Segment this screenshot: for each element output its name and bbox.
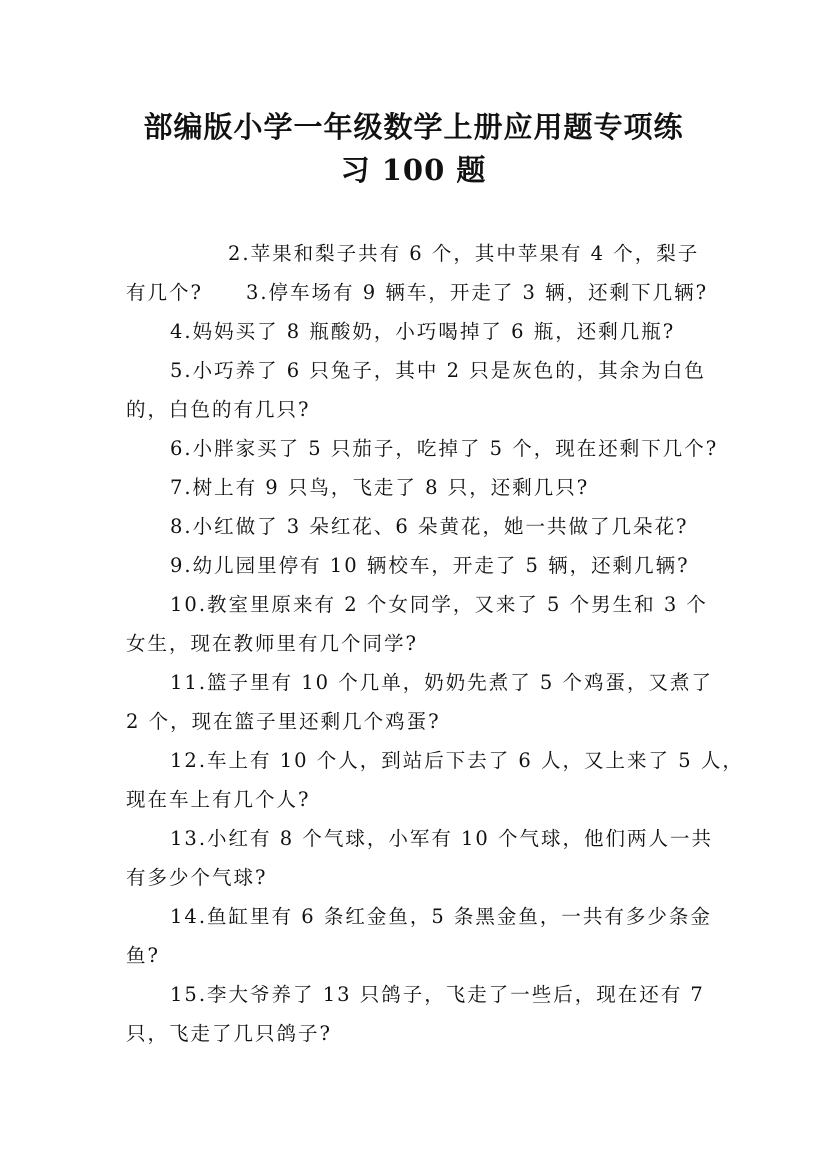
problem-line: 10.教室里原来有 2 个女同学，又来了 5 个男生和 3 个 xyxy=(170,593,708,616)
document-title-line-2: 习 100 题 xyxy=(340,153,487,187)
document-title-line-1: 部编版小学一年级数学上册应用题专项练 xyxy=(143,110,684,144)
problem-line: 7.树上有 9 只鸟，飞走了 8 只，还剩几只? xyxy=(170,476,590,499)
problem-line: 现在车上有几个人? xyxy=(126,788,311,811)
problem-line: 鱼? xyxy=(126,944,160,967)
problem-line: 8.小红做了 3 朵红花、6 朵黄花，她一共做了几朵花? xyxy=(170,515,689,538)
problem-line: 5.小巧养了 6 只兔子，其中 2 只是灰色的，其余为白色 xyxy=(170,359,706,382)
problem-line: 女生，现在教师里有几个同学? xyxy=(126,632,418,655)
problem-line: 14.鱼缸里有 6 条红金鱼，5 条黑金鱼，一共有多少条金 xyxy=(170,905,712,928)
problem-line: 6.小胖家买了 5 只茄子，吃掉了 5 个，现在还剩下几个? xyxy=(170,437,719,460)
problem-line: 的，白色的有几只? xyxy=(126,398,311,421)
problem-line: 2 个，现在篮子里还剩几个鸡蛋? xyxy=(126,710,441,733)
problem-line: 只，飞走了几只鸽子? xyxy=(126,1022,332,1045)
problem-line: 有几个? 3.停车场有 9 辆车，开走了 3 辆，还剩下几辆? xyxy=(126,281,709,304)
problem-line: 有多少个气球? xyxy=(126,866,268,889)
problem-line: 12.车上有 10 个人，到站后下去了 6 人，又上来了 5 人， xyxy=(170,749,744,772)
problem-line: 13.小红有 8 个气球，小军有 10 个气球，他们两人一共 xyxy=(170,827,714,850)
problem-line: 11.篮子里有 10 个几单，奶奶先煮了 5 个鸡蛋，又煮了 xyxy=(170,671,714,694)
problem-line: 2.苹果和梨子共有 6 个，其中苹果有 4 个，梨子 xyxy=(228,242,700,265)
problem-line: 9.幼儿园里停有 10 辆校车，开走了 5 辆，还剩几辆? xyxy=(170,554,690,577)
problem-line: 4.妈妈买了 8 瓶酸奶，小巧喝掉了 6 瓶，还剩几瓶? xyxy=(170,320,676,343)
problem-line: 15.李大爷养了 13 只鸽子，飞走了一些后，现在还有 7 xyxy=(170,983,705,1006)
